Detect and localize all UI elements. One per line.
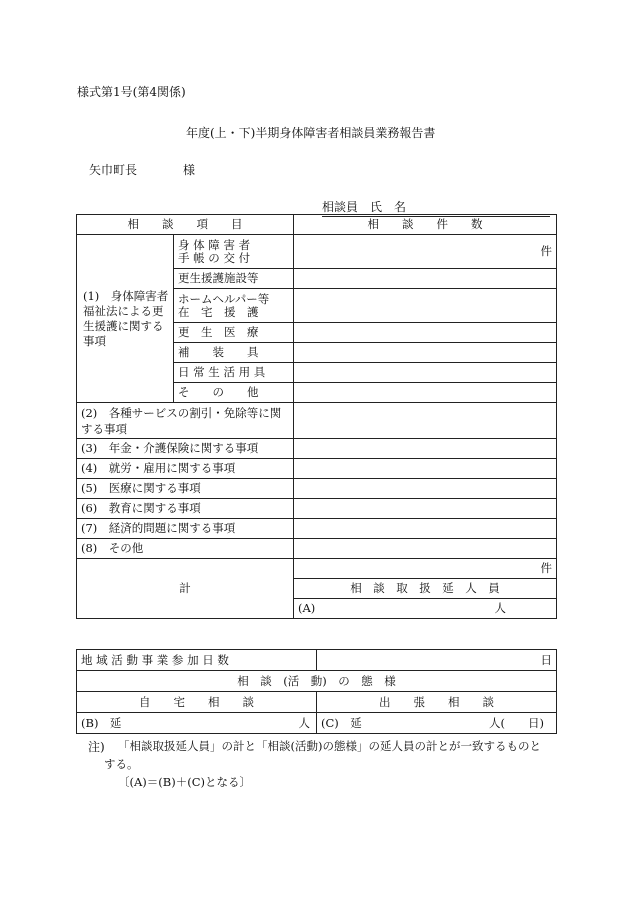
unit-ken: 件	[540, 244, 552, 258]
counselor-name-label: 相談員 氏 名	[322, 200, 407, 214]
home-consult-header: 自 宅 相 談	[77, 692, 317, 713]
sub-item-row: 更 生 医 療	[174, 323, 294, 343]
modes-header: 相 談 (活 動) の 態 様	[77, 671, 557, 692]
consultation-table	[76, 214, 557, 619]
addressee-town: 矢巾町長	[89, 163, 138, 177]
count-cell[interactable]	[294, 289, 557, 323]
item-row: (3) 年金・介護保険に関する事項	[77, 439, 294, 459]
count-cell[interactable]	[294, 383, 557, 403]
count-cell[interactable]	[294, 323, 557, 343]
item-row: (5) 医療に関する事項	[77, 479, 294, 499]
trip-mark: (C) 延	[321, 715, 362, 730]
total-label: 計	[77, 559, 294, 619]
header-count: 相 談 件 数	[294, 215, 557, 235]
count-cell[interactable]	[294, 499, 557, 519]
form-number: 様式第1号(第4関係)	[77, 85, 186, 99]
trip-unit: 人( 日)	[489, 715, 544, 730]
sub-item-row: そ の 他	[174, 383, 294, 403]
item-row: (8) その他	[77, 539, 294, 559]
activity-days-cell[interactable]	[317, 650, 557, 671]
sub-item-row: 更生援護施設等	[174, 269, 294, 289]
count-cell[interactable]	[294, 269, 557, 289]
count-cell[interactable]	[294, 363, 557, 383]
sub-item-row: 日 常 生 活 用 具	[174, 363, 294, 383]
activity-table	[76, 649, 557, 734]
note-text-1: 「相談取扱延人員」の計と「相談(活動)の態様」の延人員の計とが一致するものと	[118, 739, 541, 753]
activity-days-label: 地 域 活 動 事 業 参 加 日 数	[77, 650, 317, 671]
page-title: 年度(上・下)半期身体障害者相談員業務報告書	[186, 126, 436, 140]
count-cell[interactable]	[294, 479, 557, 499]
count-cell[interactable]	[294, 539, 557, 559]
total-count-cell[interactable]	[294, 559, 557, 579]
count-cell[interactable]	[294, 235, 557, 269]
count-cell[interactable]	[294, 519, 557, 539]
item-row: (6) 教育に関する事項	[77, 499, 294, 519]
home-consult-cell[interactable]	[77, 713, 317, 734]
days-unit: 日	[540, 652, 552, 667]
group1-label: (1) 身体障害者福祉法による更生援護に関する事項	[77, 235, 174, 403]
sub-item-row: 身 体 障 害 者 手 帳 の 交 付	[174, 235, 294, 269]
count-cell[interactable]	[294, 403, 557, 439]
item-row: (7) 経済的問題に関する事項	[77, 519, 294, 539]
persons-mark: (A)	[298, 601, 316, 615]
note-formula: 〔(A)＝(B)＋(C)となる〕	[118, 775, 251, 789]
item-row: (4) 就労・雇用に関する事項	[77, 459, 294, 479]
note-text-2: する。	[104, 757, 139, 771]
home-mark: (B) 延	[81, 715, 122, 730]
count-cell[interactable]	[294, 459, 557, 479]
count-cell[interactable]	[294, 343, 557, 363]
total-unit: 件	[540, 561, 552, 575]
trip-consult-cell[interactable]	[317, 713, 557, 734]
item-row: (2) 各種サービスの割引・免除等に関する事項	[77, 403, 294, 439]
count-cell[interactable]	[294, 439, 557, 459]
home-unit: 人	[298, 715, 310, 730]
note-label: 注)	[88, 740, 105, 754]
header-item: 相 談 項 目	[77, 215, 294, 235]
trip-consult-header: 出 張 相 談	[317, 692, 557, 713]
addressee-honorific: 様	[183, 163, 196, 177]
persons-header: 相 談 取 扱 延 人 員	[294, 579, 557, 599]
sub-item-row: ホームヘルパー等 在 宅 援 護	[174, 289, 294, 323]
persons-unit: 人	[494, 601, 506, 615]
persons-cell[interactable]	[294, 599, 557, 619]
sub-item-row: 補 装 具	[174, 343, 294, 363]
